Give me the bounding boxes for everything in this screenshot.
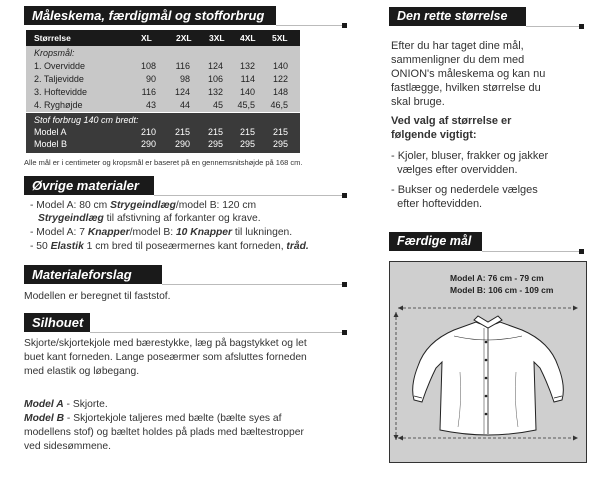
cell: 46,5	[270, 100, 288, 110]
cell: 98	[179, 74, 190, 84]
row-label: 3. Hoftevidde	[34, 87, 88, 97]
th-xl: XL	[141, 33, 152, 43]
cell: 140	[272, 61, 288, 71]
cell: 124	[207, 61, 223, 71]
material-suggestion-header: Materialeforslag	[24, 265, 162, 284]
row-label: Model B	[34, 139, 68, 149]
text: Model B	[24, 413, 65, 424]
silhouette-header: Silhouet	[24, 313, 90, 332]
right-line: sammenligner du dem med	[391, 54, 525, 66]
header-square	[342, 282, 347, 287]
header-rule	[482, 251, 580, 252]
cell: 215	[239, 127, 255, 137]
right-size-header: Den rette størrelse	[389, 7, 526, 26]
header-square	[342, 330, 347, 335]
th-2xl: 2XL	[176, 33, 192, 43]
cell: 215	[272, 127, 288, 137]
silhouette-line: modellens stof) og bæltet holdes på plads med bæltestropper	[24, 427, 304, 438]
materials-line-2	[38, 213, 261, 226]
body-measurements	[26, 46, 300, 112]
fabric-label: Stof forbrug 140 cm bredt:	[34, 115, 139, 125]
cell: 124	[174, 87, 190, 97]
text: 1 cm bred til poseærmernes kant forneden,	[83, 241, 287, 252]
text: Elastik	[50, 241, 84, 252]
finished-measurements-figure	[389, 261, 587, 463]
th-size: Størrelse	[34, 33, 71, 43]
header-square	[579, 24, 584, 29]
cell: 108	[140, 61, 156, 71]
cell: 45	[212, 100, 223, 110]
right-line: Efter du har taget dine mål,	[391, 40, 524, 52]
model-b-line	[24, 413, 282, 426]
text: /model B:	[129, 227, 176, 238]
row-label: Model A	[34, 127, 67, 137]
cell: 210	[140, 127, 156, 137]
cell: 290	[140, 139, 156, 149]
cell: 106	[207, 74, 223, 84]
cell: 132	[207, 87, 223, 97]
materials-line-1	[30, 200, 256, 213]
model-a-measure: Model A: 76 cm - 79 cm	[450, 273, 544, 283]
right-bullet: vælges efter overvidden.	[391, 164, 518, 176]
th-3xl: 3XL	[209, 33, 225, 43]
shirt-drawing	[390, 262, 586, 462]
cell: 116	[175, 61, 190, 71]
text: - Skjorte.	[63, 399, 108, 410]
header-rule	[162, 284, 344, 285]
cell: 132	[239, 61, 255, 71]
measurement-note: Alle mål er i centimeter og kropsmål er baseret på en gennemsnitshøjde på 168 cm.	[24, 158, 303, 167]
row-label: 4. Ryghøjde	[34, 100, 83, 110]
silhouette-line: ved sidesømmene.	[24, 441, 111, 452]
materials-line-3	[30, 227, 292, 240]
model-b-measure: Model B: 106 cm - 109 cm	[450, 285, 554, 295]
cell: 114	[240, 74, 255, 84]
cell: 122	[272, 74, 288, 84]
other-materials-header: Øvrige materialer	[24, 176, 154, 195]
silhouette-line: Skjorte/skjortekjole med bærestykke, læg på bagstykket og let	[24, 338, 307, 349]
right-line: ONION's måleskema og kan nu	[391, 68, 546, 80]
text: Strygeindlæg	[38, 213, 104, 224]
header-rule	[154, 195, 344, 196]
table-header-row	[26, 30, 300, 46]
right-bullet: efter hoftevidden.	[391, 198, 483, 210]
cell: 215	[207, 127, 223, 137]
right-line: skal bruge.	[391, 96, 445, 108]
cell: 90	[145, 74, 156, 84]
text: - Model A: 80 cm	[30, 200, 111, 211]
text: Strygeindlæg	[110, 200, 176, 211]
cell: 295	[207, 139, 223, 149]
materials-line-4	[30, 241, 309, 254]
text: til lukningen.	[232, 227, 293, 238]
header-rule	[276, 25, 344, 26]
body-label: Kropsmål:	[34, 48, 75, 58]
cell: 44	[179, 100, 190, 110]
text: 10 Knapper	[175, 227, 233, 238]
text: - Model A: 7	[30, 227, 88, 238]
cell: 295	[239, 139, 255, 149]
cell: 295	[272, 139, 288, 149]
silhouette-line: buet kant forneden. Lange poseærmer som afsluttes forneden	[24, 352, 307, 363]
cell: 140	[239, 87, 255, 97]
header-rule	[526, 26, 580, 27]
model-a-line	[24, 399, 108, 412]
text: til afstivning af forkanter og krave.	[103, 213, 261, 224]
text: - 50	[30, 241, 51, 252]
header-rule	[90, 332, 344, 333]
fabric-usage	[26, 113, 300, 153]
row-label: 1. Overvidde	[34, 61, 86, 71]
right-subheading: Ved valg af størrelse er	[391, 115, 512, 127]
header-square	[342, 23, 347, 28]
finished-header: Færdige mål	[389, 232, 482, 251]
size-table	[26, 30, 300, 153]
text: Model A	[24, 399, 64, 410]
cell: 215	[174, 127, 190, 137]
suggestion-text: Modellen er beregnet til faststof.	[24, 291, 171, 302]
right-bullet: - Kjoler, bluser, frakker og jakker	[391, 150, 549, 162]
text: Knapper	[87, 227, 130, 238]
right-subheading: følgende vigtigt:	[391, 129, 477, 141]
size-chart-header: Måleskema, færdigmål og stofforbrug	[24, 6, 276, 25]
th-5xl: 5XL	[272, 33, 288, 43]
cell: 43	[145, 100, 156, 110]
cell: 116	[141, 87, 156, 97]
right-line: fastlægge, hvilken størrelse du	[391, 82, 541, 94]
text: /model B: 120 cm	[175, 200, 257, 211]
header-square	[342, 193, 347, 198]
th-4xl: 4XL	[240, 33, 256, 43]
cell: 45,5	[237, 100, 255, 110]
right-bullet: - Bukser og nederdele vælges	[391, 184, 538, 196]
cell: 290	[174, 139, 190, 149]
text: tråd.	[286, 241, 309, 252]
text: - Skjortekjole taljeres med bælte (bælte syes af	[64, 413, 282, 424]
header-square	[579, 249, 584, 254]
silhouette-line: med elastik og løbegang.	[24, 366, 140, 377]
row-label: 2. Taljevidde	[34, 74, 84, 84]
cell: 148	[272, 87, 288, 97]
